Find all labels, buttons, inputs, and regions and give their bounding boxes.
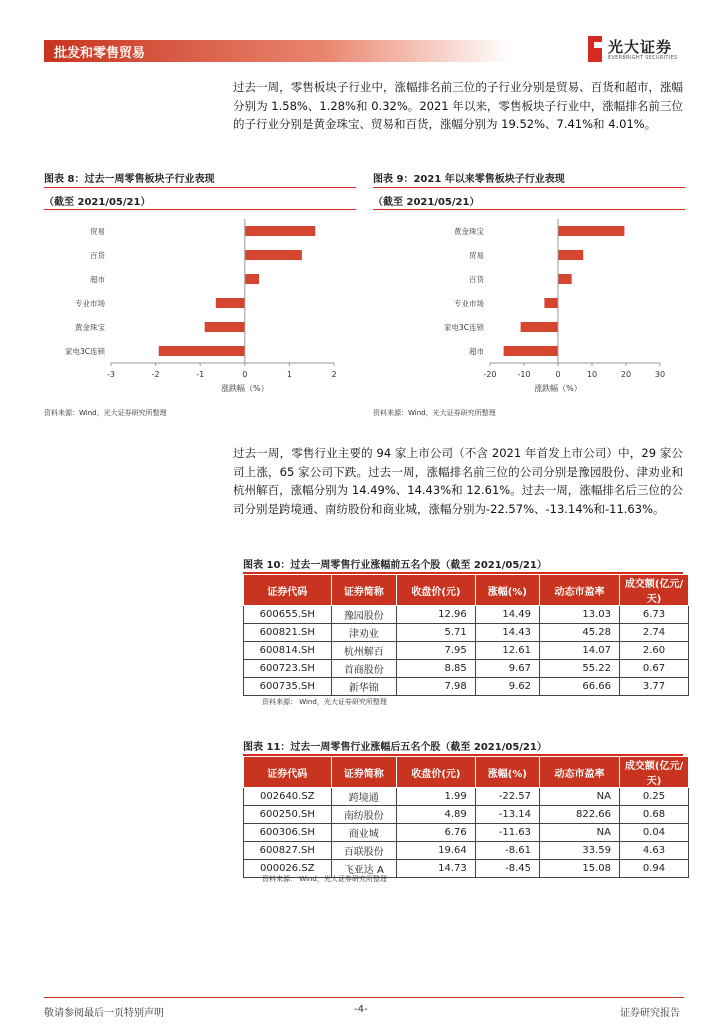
x-tick-label: 0 (555, 370, 561, 379)
table-row (244, 660, 689, 678)
chart-bar (245, 274, 259, 284)
table-cell: 45.28 (540, 624, 620, 642)
column-header: 成交额(亿元/天) (620, 575, 689, 606)
chart-bar (205, 322, 245, 332)
table-header-row (244, 757, 689, 788)
chart9-subtitle: （截至 2021/05/21） (373, 197, 480, 208)
category-label: 黄金珠宝 (75, 323, 105, 332)
table10-source: 资料来源： Wind，光大证券研究所整理 (262, 698, 387, 706)
chart-bar (558, 274, 572, 284)
footer-report-type: 证券研究报告 (620, 1008, 680, 1019)
column-header: 动态市盈率 (539, 757, 619, 788)
category-label: 超市 (90, 275, 105, 284)
table-cell: 600250.SH (244, 806, 332, 824)
table-row (244, 624, 689, 642)
table10-title: 图表 10：过去一周零售行业涨幅前五名个股（截至 2021/05/21） (243, 560, 547, 571)
x-tick-label: -2 (151, 370, 160, 379)
chart8-title: 图表 8：过去一周零售板块子行业表现 (44, 174, 215, 185)
x-tick-label: -1 (196, 370, 205, 379)
table-cell: 4.63 (620, 842, 689, 860)
paragraph-1: 过去一周，零售板块子行业中，涨幅排名前三位的子行业分别是贸易、百货和超市，涨幅分别为 1.58%、1.28%和 0.32%。2021 年以来，零售板块子行业中，涨幅排名前三位的子行业分别是黄金珠宝、贸易和百货，涨幅分别为 19.52%、7.41%和 4.01%。 (233, 80, 683, 131)
table-cell: 66.66 (540, 678, 620, 696)
table-cell: 3.77 (620, 678, 689, 696)
table-row (244, 824, 689, 842)
table-cell: 14.49 (475, 606, 539, 624)
logo-subtitle: EVERBRIGHT SECURITIES (608, 55, 678, 61)
table-cell: 600306.SH (244, 824, 332, 842)
column-header: 证券代码 (244, 757, 332, 788)
table-cell: -22.57 (475, 788, 539, 806)
chart8-rule (44, 187, 356, 188)
table-cell: 津劝业 (331, 624, 396, 642)
chart9-rule-2 (373, 209, 685, 210)
table-cell: 600723.SH (244, 660, 332, 678)
table-row (244, 642, 689, 660)
table-cell: -13.14 (475, 806, 539, 824)
category-label: 超市 (469, 347, 484, 356)
table11-source: 资料来源： Wind，光大证券研究所整理 (262, 875, 387, 883)
x-tick-label: 10 (586, 370, 598, 379)
footer-rule (44, 997, 684, 998)
x-tick-label: -10 (517, 370, 531, 379)
x-tick-label: -20 (483, 370, 497, 379)
chart-bar (558, 250, 583, 260)
chart8-source: 资料来源：Wind，光大证券研究所整理 (44, 409, 167, 417)
chart9-source: 资料来源：Wind，光大证券研究所整理 (373, 409, 496, 417)
column-header: 证券代码 (244, 575, 332, 606)
table-cell: 2.60 (620, 642, 689, 660)
footer-disclaimer: 敬请参阅最后一页特别声明 (44, 1008, 164, 1019)
table-cell: 1.99 (397, 788, 476, 806)
table-cell: 杭州解百 (331, 642, 396, 660)
chart8 (44, 215, 356, 400)
table-cell: 0.25 (620, 788, 689, 806)
chart-bar (159, 346, 245, 356)
table-cell: 新华锦 (331, 678, 396, 696)
table-header-row (244, 575, 689, 606)
table-cell: 19.64 (397, 842, 476, 860)
table-cell: 12.96 (397, 606, 476, 624)
table-cell: 0.67 (620, 660, 689, 678)
category-label: 黄金珠宝 (454, 227, 484, 236)
column-header: 动态市盈率 (540, 575, 620, 606)
x-axis-label: 涨跌幅（%） (220, 384, 269, 393)
table-cell: 600735.SH (244, 678, 332, 696)
x-tick-label: 30 (654, 370, 666, 379)
table-row (244, 806, 689, 824)
column-header: 收盘价(元) (397, 575, 476, 606)
chart9-rule (373, 187, 685, 188)
table-cell: 8.85 (397, 660, 476, 678)
chart8-rule-2 (44, 209, 356, 210)
paragraph-2: 过去一周，零售行业主要的 94 家上市公司（不含 2021 年首发上市公司）中，29 家公司上涨，65 家公司下跌。过去一周，涨幅排名前三位的公司分别是豫园股份、津劝业和杭州解百，涨幅分别为 14.49%、14.43%和 12.61%。过去一周，涨幅排名后三位的公司分别是跨境通、南纺股份和商业城，涨幅分别为-22.57%、-13.14%和-11.63%。 (233, 446, 683, 516)
chart8-subtitle: （截至 2021/05/21） (44, 197, 151, 208)
chart-bar (521, 322, 558, 332)
x-tick-label: 0 (242, 370, 248, 379)
category-label: 家电3C连锁 (64, 347, 105, 356)
page-number: -4- (354, 1004, 368, 1015)
table-row (244, 678, 689, 696)
table11 (243, 756, 689, 878)
company-logo (588, 36, 684, 68)
table-cell: 5.71 (397, 624, 476, 642)
table-cell: 55.22 (540, 660, 620, 678)
chart9-title: 图表 9：2021 年以来零售板块子行业表现 (373, 174, 565, 185)
chart-bar (504, 346, 558, 356)
table-row (244, 788, 689, 806)
category-label: 专业市场 (75, 299, 105, 308)
x-tick-label: 20 (620, 370, 632, 379)
table-cell: 7.98 (397, 678, 476, 696)
table-cell: 000026.SZ (244, 860, 332, 878)
category-label: 百货 (90, 251, 105, 260)
table-cell: 33.59 (539, 842, 619, 860)
x-tick-label: -3 (107, 370, 115, 379)
table-cell: NA (539, 788, 619, 806)
table11-title: 图表 11：过去一周零售行业涨幅后五名个股（截至 2021/05/21） (243, 742, 547, 753)
chart-bar (245, 250, 302, 260)
table-cell: 6.76 (397, 824, 476, 842)
table10 (243, 574, 689, 696)
chart9 (373, 215, 685, 400)
table-row (244, 842, 689, 860)
table-cell: 9.67 (475, 660, 539, 678)
chart-bar (558, 226, 624, 236)
column-header: 涨幅(%) (475, 575, 539, 606)
chart-bar (216, 298, 245, 308)
table-cell: 822.66 (539, 806, 619, 824)
logo-name: 光大证券 (608, 38, 673, 56)
section-title: 批发和零售贸易 (54, 46, 146, 61)
column-header: 涨幅(%) (475, 757, 539, 788)
category-label: 贸易 (469, 251, 484, 260)
column-header: 证券简称 (331, 757, 396, 788)
table-cell: 14.73 (397, 860, 476, 878)
category-label: 家电3C连锁 (443, 323, 484, 332)
table-cell: -8.45 (475, 860, 539, 878)
table-cell: 14.43 (475, 624, 539, 642)
table-cell: 6.73 (620, 606, 689, 624)
table-cell: 跨境通 (331, 788, 396, 806)
table-cell: 百联股份 (331, 842, 396, 860)
table-cell: 14.07 (540, 642, 620, 660)
category-label: 贸易 (90, 227, 105, 236)
column-header: 成交额(亿元/天) (620, 757, 689, 788)
table-cell: 15.08 (539, 860, 619, 878)
x-tick-label: 1 (286, 370, 292, 379)
chart-bar (544, 298, 558, 308)
table-cell: 600655.SH (244, 606, 332, 624)
x-axis-label: 涨跌幅（%） (534, 384, 582, 393)
column-header: 证券简称 (331, 575, 396, 606)
x-tick-label: 2 (331, 370, 337, 379)
table-cell: NA (539, 824, 619, 842)
table-cell: -11.63 (475, 824, 539, 842)
table-cell: 南纺股份 (331, 806, 396, 824)
table-cell: 2.74 (620, 624, 689, 642)
table-row (244, 606, 689, 624)
table-cell: 商业城 (331, 824, 396, 842)
table-cell: 12.61 (475, 642, 539, 660)
table-cell: 0.04 (620, 824, 689, 842)
category-label: 百货 (469, 275, 484, 284)
column-header: 收盘价(元) (397, 757, 476, 788)
table-cell: 600814.SH (244, 642, 332, 660)
table-cell: 豫园股份 (331, 606, 396, 624)
table-cell: 首商股份 (331, 660, 396, 678)
category-label: 专业市场 (454, 299, 484, 308)
table-cell: 0.68 (620, 806, 689, 824)
table-cell: 4.89 (397, 806, 476, 824)
logo-icon (588, 36, 602, 62)
table-cell: 002640.SZ (244, 788, 332, 806)
chart-bar (245, 226, 315, 236)
table-cell: 13.03 (540, 606, 620, 624)
table-cell: 0.94 (620, 860, 689, 878)
table-cell: 飞亚达 A (331, 860, 396, 878)
table-cell: 9.62 (475, 678, 539, 696)
table-cell: 7.95 (397, 642, 476, 660)
table-cell: 600821.SH (244, 624, 332, 642)
table-cell: 600827.SH (244, 842, 332, 860)
table-cell: -8.61 (475, 842, 539, 860)
